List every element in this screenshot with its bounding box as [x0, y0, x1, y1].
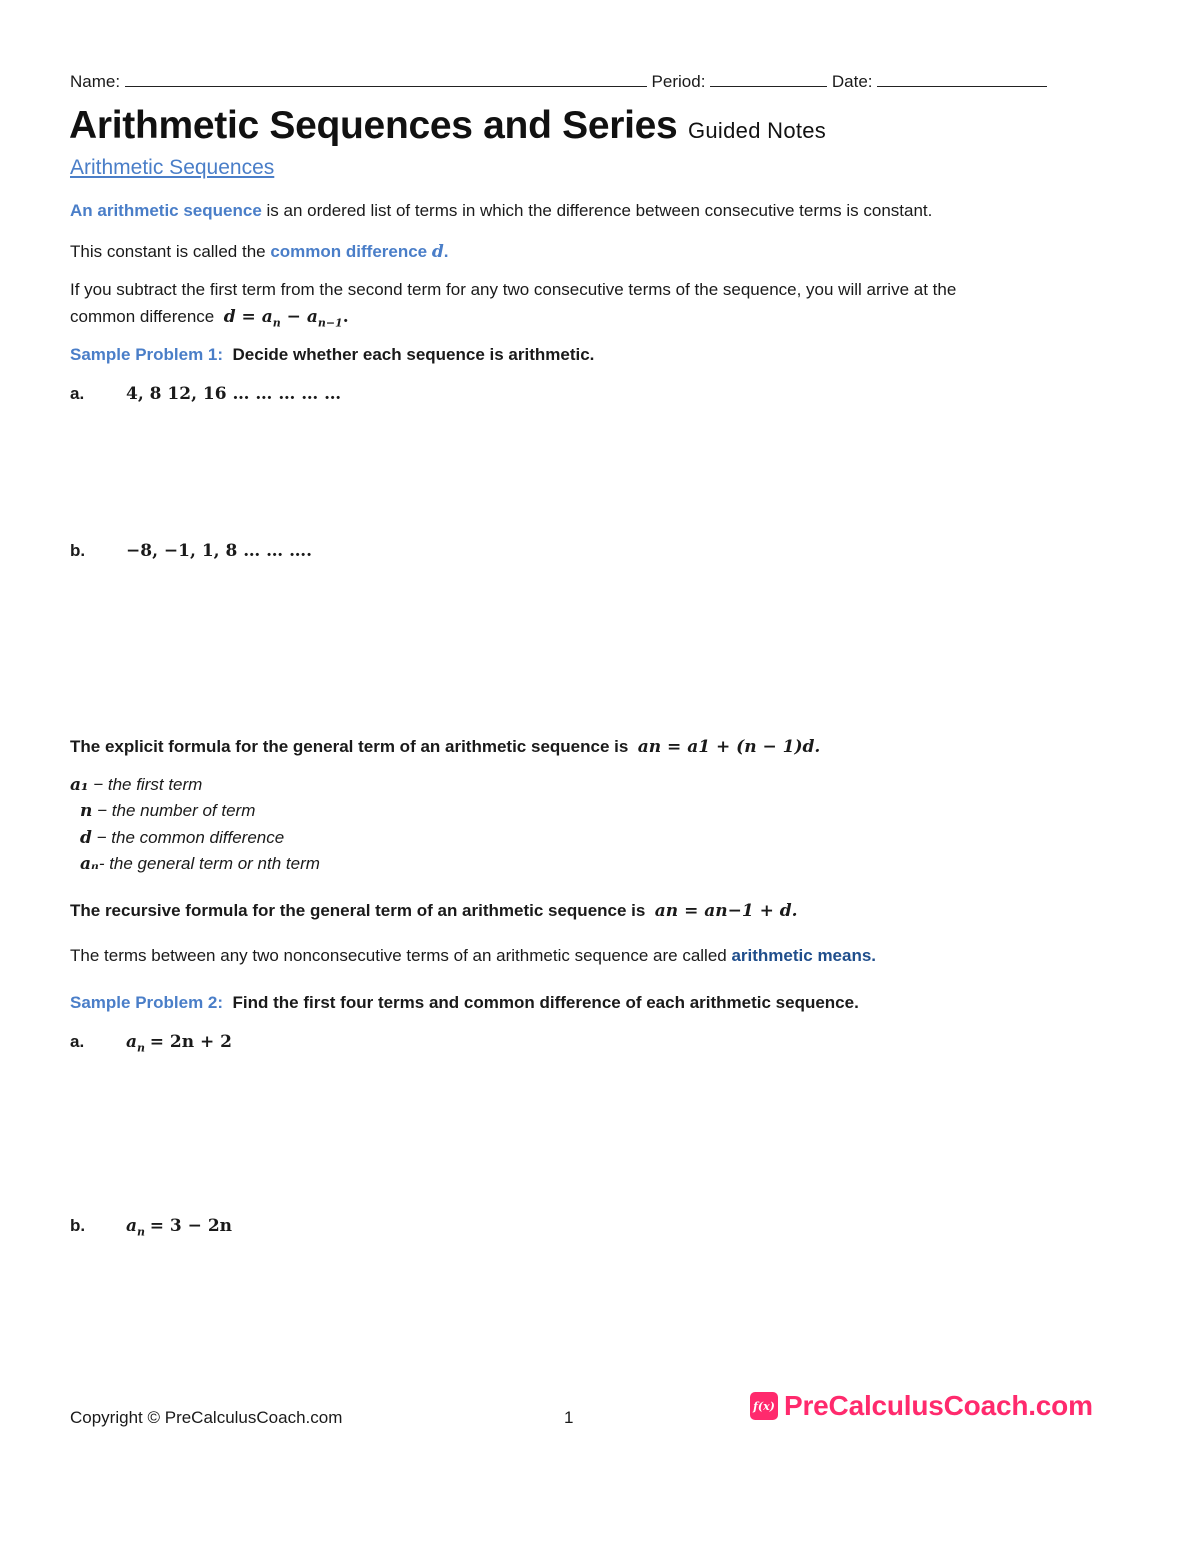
formula-sub-n: n [272, 316, 281, 330]
page-number: 1 [564, 1408, 574, 1427]
sample-problem-1 [70, 342, 594, 368]
formula-d: d [223, 307, 236, 327]
sample1-part-b [70, 538, 312, 564]
explicit-text: The explicit formula for the general term of an arithmetic sequence is [70, 737, 629, 756]
formula-end: . [342, 307, 349, 327]
explicit-formula: an = a1 + (n − 1)d. [637, 737, 821, 757]
section-heading: Arithmetic Sequences [70, 156, 275, 179]
sample2-a-symbol: $a_n$ [126, 1032, 146, 1055]
formula-a2: a [306, 307, 318, 327]
subtract-paragraph-line2 [70, 304, 349, 336]
date-label: Date: [831, 72, 873, 91]
sample1-part-a [70, 381, 341, 407]
definition-d [80, 825, 284, 851]
sample1-b-sequence: −8, −1, 1, 8 … … …. [126, 541, 312, 561]
explicit-formula-paragraph [70, 734, 820, 760]
sample2-part-a [70, 1029, 232, 1061]
formula-eq: = [235, 307, 262, 327]
date-blank[interactable] [877, 72, 1047, 87]
title-sub: Guided Notes [687, 118, 827, 143]
recursive-formula-paragraph [70, 898, 798, 924]
definition-rest: is an ordered list of terms in which the difference between consecutive terms is constant. [261, 201, 933, 220]
precalculuscoach-logo [750, 1390, 1093, 1422]
def-text-a1: − the first term [93, 775, 203, 794]
period-label: Period: [651, 72, 706, 91]
definition-a1 [70, 772, 202, 798]
recursive-formula: an = an−1 + d. [654, 901, 798, 921]
definition-n [80, 798, 255, 824]
logo-text: PreCalculusCoach.com [784, 1390, 1093, 1421]
definition-paragraph [70, 198, 932, 224]
common-diff-symbol: d [431, 242, 444, 262]
sample1-a-label: a. [70, 384, 85, 403]
common-diff-suffix: . [443, 242, 449, 261]
means-text: The terms between any two nonconsecutive terms of an arithmetic sequence are called [70, 946, 732, 965]
subtract-paragraph-line1: If you subtract the first term from the second term for any two consecutive terms of the sequence, you will arrive at the [70, 280, 957, 299]
def-text-d: − the common difference [96, 828, 285, 847]
def-symbol-d: d [80, 828, 92, 848]
definition-term: An arithmetic sequence [70, 201, 262, 220]
def-symbol-an: aₙ [80, 854, 99, 874]
sample2-part-b [70, 1213, 232, 1245]
def-text-an: - the general term or nth term [98, 854, 320, 873]
common-difference-paragraph [70, 239, 449, 265]
sample1-b-label: b. [70, 541, 86, 560]
header-fields [70, 72, 1047, 92]
def-text-n: − the number of term [97, 801, 256, 820]
sample2-instruction: Find the first four terms and common difference of each arithmetic sequence. [232, 993, 859, 1012]
sample2-label: Sample Problem 2: [70, 993, 224, 1012]
function-icon: f(x) [750, 1392, 778, 1420]
subtract-line2-prefix: common difference [70, 307, 215, 326]
recursive-text: The recursive formula for the general term of an arithmetic sequence is [70, 901, 646, 920]
common-diff-term: common difference [270, 242, 432, 261]
title-main: Arithmetic Sequences and Series [69, 104, 678, 147]
common-diff-prefix: This constant is called the [70, 242, 271, 261]
period-blank[interactable] [710, 72, 827, 87]
sample2-a-formula: = 2n + 2 [149, 1032, 233, 1052]
sample2-b-symbol: $a_n$ [126, 1216, 146, 1239]
definition-an [80, 851, 320, 877]
means-paragraph [70, 943, 876, 969]
copyright: Copyright © PreCalculusCoach.com [70, 1408, 343, 1427]
formula-sub-n1: n−1 [317, 316, 343, 330]
sample1-instruction: Decide whether each sequence is arithmetic. [232, 345, 595, 364]
formula-a: a [261, 307, 273, 327]
sample1-label: Sample Problem 1: [70, 345, 224, 364]
def-symbol-n: n [80, 801, 93, 821]
sample1-a-sequence: 4, 8 12, 16 … … … … … [126, 384, 342, 404]
formula-minus: − [280, 307, 307, 327]
def-symbol-a1: a₁ [70, 775, 89, 795]
sample2-a-label: a. [70, 1032, 85, 1051]
page-title [69, 104, 826, 148]
sample2-b-formula: = 3 − 2n [149, 1216, 233, 1236]
sample-problem-2 [70, 990, 859, 1016]
sample2-b-label: b. [70, 1216, 86, 1235]
means-term: arithmetic means. [731, 946, 877, 965]
name-label: Name: [70, 72, 121, 91]
name-blank[interactable] [125, 72, 647, 87]
